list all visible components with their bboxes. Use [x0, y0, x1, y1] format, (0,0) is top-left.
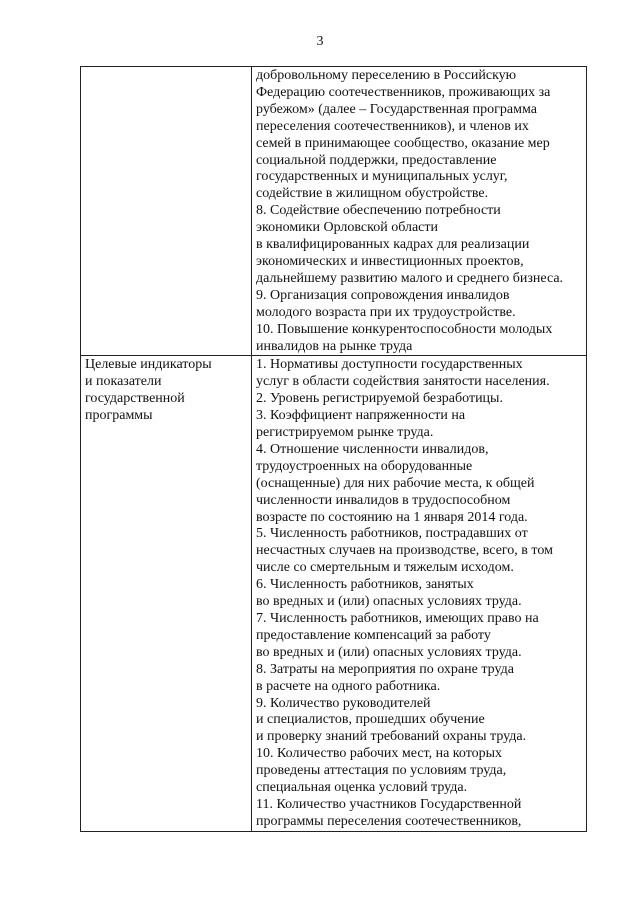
text-line: несчастных случаев на производстве, всего, в том — [256, 543, 553, 559]
text-line: в квалифицированных кадрах для реализации — [256, 237, 530, 253]
text-line: численности инвалидов в трудоспособном — [256, 492, 511, 508]
text-line: услуг в области содействия занятости населения. — [256, 374, 550, 390]
text-line: и показатели — [85, 374, 162, 390]
text-line: рубежом» (далее – Государственная программа — [256, 101, 537, 117]
table-cell-left — [81, 67, 252, 356]
text-line: переселения соотечественников), и членов их — [256, 118, 529, 134]
text-line: 1. Нормативы доступности государственных — [256, 357, 523, 373]
text-line: 7. Численность работников, имеющих право на — [256, 611, 539, 626]
table-row — [81, 356, 587, 831]
text-line: государственной — [85, 391, 185, 407]
text-line: инвалидов на рынке труда — [256, 338, 413, 354]
text-line: во вредных и (или) опасных условиях труда. — [256, 644, 522, 660]
text-line: дальнейшему развитию малого и среднего бизнеса. — [256, 270, 564, 286]
text-line: 9. Организация сопровождения инвалидов — [256, 287, 510, 303]
text-line: 5. Численность работников, пострадавших от — [256, 526, 528, 542]
text-line: в расчете на одного работника. — [256, 678, 441, 694]
text-line: экономических и инвестиционных проектов, — [256, 253, 524, 269]
text-line: во вредных и (или) опасных условиях труда. — [256, 594, 522, 610]
text-line: государственных и муниципальных услуг, — [256, 169, 508, 185]
text-line: и проверку знаний требований охраны труда. — [256, 729, 527, 745]
text-line: предоставление компенсаций за работу — [256, 627, 491, 643]
text-line: специальная оценка условий труда. — [256, 780, 468, 796]
text-line: социальной поддержки, предоставление — [256, 152, 497, 168]
text-line: (оснащенные) для них рабочие места, к общей — [256, 475, 535, 491]
page-number: 3 — [316, 34, 324, 49]
text-line: 10. Количество рабочих мест, на которых — [256, 746, 503, 762]
text-line: экономики Орловской области — [256, 220, 439, 236]
table-cell-right — [252, 67, 587, 356]
text-line: 10. Повышение конкурентоспособности молодых — [256, 321, 553, 337]
text-line: программы переселения соотечественников, — [256, 813, 522, 829]
text-line: 11. Количество участников Государственной — [256, 796, 522, 812]
text-line: проведены аттестация по условиям труда, — [256, 763, 507, 779]
text-line: трудоустроенных на оборудованные — [256, 458, 473, 474]
document-table — [80, 66, 587, 832]
text-line: Федерацию соотечественников, проживающих за — [256, 84, 551, 100]
text-line: возрасте по состоянию на 1 января 2014 года. — [256, 509, 528, 525]
text-line: семей в принимающее сообщество, оказание мер — [256, 135, 550, 151]
text-line: 8. Содействие обеспечению потребности — [256, 203, 501, 219]
text-line: 3. Коэффициент напряженности на — [256, 408, 466, 424]
table-row — [81, 67, 587, 356]
text-line: 8. Затраты на мероприятия по охране труда — [256, 661, 514, 677]
text-line: 9. Количество руководителей — [256, 695, 431, 711]
text-line: 4. Отношение численности инвалидов, — [256, 441, 489, 457]
text-line: 6. Численность работников, занятых — [256, 577, 474, 593]
text-line: добровольному переселению в Российскую — [256, 68, 517, 83]
text-line: Целевые индикаторы — [85, 357, 212, 373]
text-line: молодого возраста при их трудоустройстве. — [256, 304, 516, 320]
table-cell-right — [252, 356, 587, 831]
text-line: регистрируемом рынке труда. — [256, 425, 434, 441]
text-line: содействие в жилищном обустройстве. — [256, 186, 489, 202]
table-cell-left — [81, 356, 252, 831]
text-line: программы — [85, 408, 153, 424]
text-line: и специалистов, прошедших обучение — [256, 712, 485, 728]
text-line: 2. Уровень регистрируемой безработицы. — [256, 391, 503, 407]
text-line: числе со смертельным и тяжелым исходом. — [256, 560, 514, 576]
